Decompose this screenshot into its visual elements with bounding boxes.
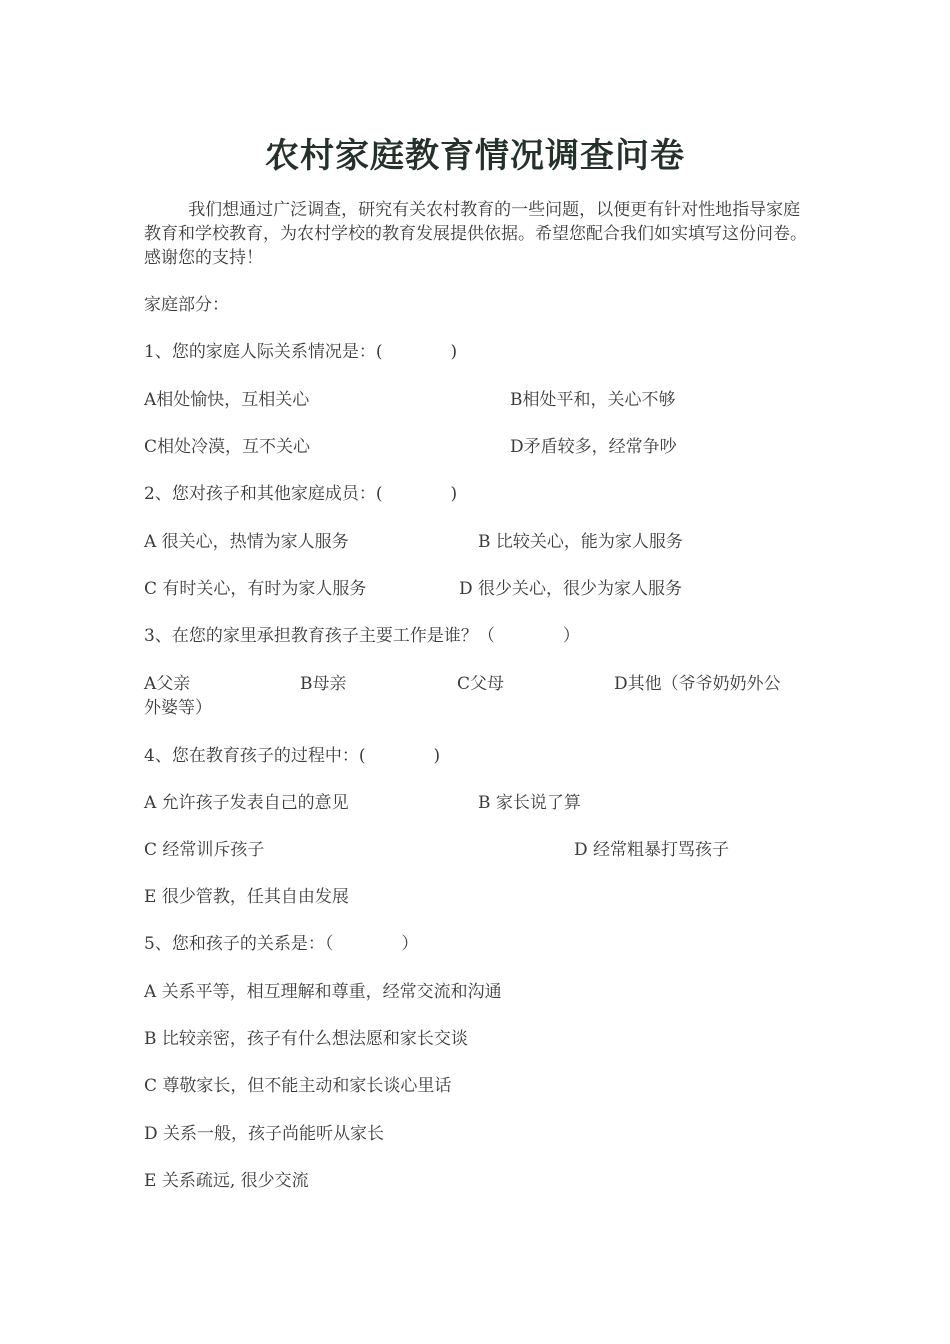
q1-options-row-2 (144, 436, 824, 458)
q2-options-row-2 (144, 578, 824, 600)
q1-option-c: C相处冷漠，互不关心 (144, 437, 311, 457)
q5-option-e: E 关系疏远, 很少交流 (144, 1171, 309, 1191)
intro-paragraph: 我们想通过广泛调查，研究有关农村教育的一些问题，以便更有针对性地指导家庭教育和学校教育，为农村学校的教育发展提供依据。希望您配合我们如实填写这份问卷。感谢您的支持！ (144, 200, 807, 268)
q4-option-b: B 家长说了算 (478, 793, 581, 813)
q4-options-row-1 (144, 792, 824, 814)
question-3: 3、在您的家里承担教育孩子主要工作是谁？（ ） (144, 626, 580, 646)
q3-option-d-continued: 外婆等） (144, 698, 212, 718)
q4-option-c: C 经常训斥孩子 (144, 840, 265, 860)
document-title: 农村家庭教育情况调查问卷 (265, 136, 685, 176)
question-1: 1、您的家庭人际关系情况是：( ) (144, 342, 458, 362)
q4-option-a: A 允许孩子发表自己的意见 (144, 793, 349, 813)
question-2: 2、您对孩子和其他家庭成员：( ) (144, 484, 458, 504)
q1-options-row-1 (144, 389, 824, 411)
q2-option-a: A 很关心，热情为家人服务 (144, 532, 349, 552)
q3-option-a: A父亲 (144, 674, 191, 694)
q2-option-d: D 很少关心，很少为家人服务 (459, 579, 683, 599)
q4-options-row-2 (144, 839, 824, 861)
q3-options-row (144, 673, 824, 695)
q2-option-c: C 有时关心，有时为家人服务 (144, 579, 367, 599)
q5-option-b: B 比较亲密，孩子有什么想法愿和家长交谈 (144, 1029, 468, 1049)
q3-option-b: B母亲 (300, 674, 347, 694)
q5-option-d: D 关系一般，孩子尚能听从家长 (144, 1124, 385, 1144)
q5-option-c: C 尊敬家长，但不能主动和家长谈心里话 (144, 1076, 452, 1096)
q1-option-d: D矛盾较多，经常争吵 (510, 437, 677, 457)
q5-option-a: A 关系平等，相互理解和尊重，经常交流和沟通 (144, 982, 502, 1002)
section-heading: 家庭部分： (144, 295, 229, 315)
q4-option-d: D 经常粗暴打骂孩子 (574, 840, 730, 860)
q4-option-e: E 很少管教，任其自由发展 (144, 887, 349, 907)
q1-option-b: B相处平和，关心不够 (510, 390, 676, 410)
q1-option-a: A相处愉快，互相关心 (144, 390, 310, 410)
q3-option-d: D其他（爷爷奶奶外公 (614, 674, 781, 694)
q3-option-c: C父母 (457, 674, 505, 694)
q2-option-b: B 比较关心，能为家人服务 (478, 532, 683, 552)
question-4: 4、您在教育孩子的过程中：( ) (144, 746, 441, 766)
q2-options-row-1 (144, 531, 824, 553)
question-5: 5、您和孩子的关系是：（ ） (144, 934, 419, 954)
